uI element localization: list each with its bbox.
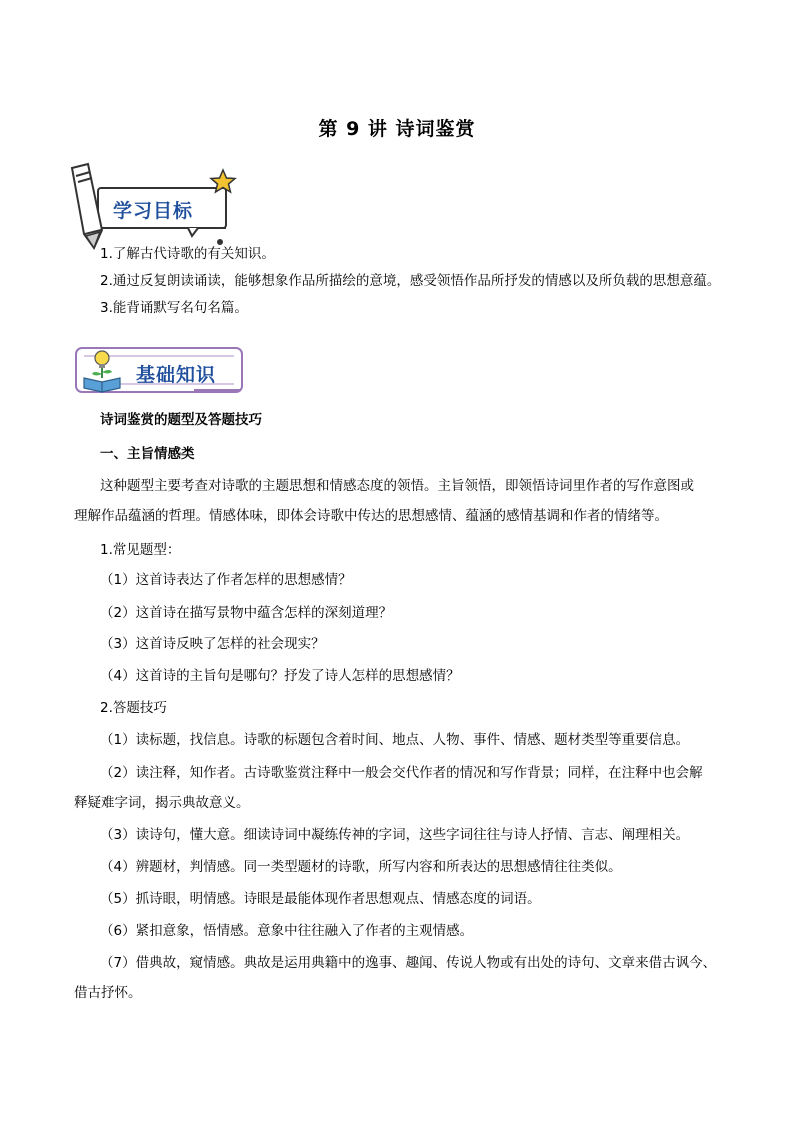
tip-7: （7）借典故，窥情感。典故是运用典籍中的逸事、趣闻、传说人物或有出处的诗句、文章来借古讽今、 bbox=[100, 955, 717, 971]
tip-6: （6）紧扣意象，悟情感。意象中往往融入了作者的主观情感。 bbox=[100, 923, 474, 939]
objective-3: 3.能背诵默写名句名篇。 bbox=[100, 300, 248, 316]
banner-label: 基础知识 bbox=[136, 364, 217, 386]
question-1: （1）这首诗表达了作者怎样的思想感情？ bbox=[100, 572, 352, 588]
sub-heading: 一、主旨情感类 bbox=[100, 446, 195, 462]
objective-1: 1.了解古代诗歌的有关知识。 bbox=[100, 246, 275, 262]
tip-3: （3）读诗句，懂大意。细读诗词中凝练传神的字词，这些字词往往与诗人抒情、言志、阐理相关。 bbox=[100, 827, 690, 843]
tips-heading: 2.答题技巧 bbox=[100, 700, 167, 716]
intro-line-1: 这种题型主要考查对诗歌的主题思想和情感态度的领悟。主旨领悟，即领悟诗词里作者的写作意图或 bbox=[100, 478, 694, 494]
tip-4: （4）辨题材，判情感。同一类型题材的诗歌，所写内容和所表达的思想感情往往类似。 bbox=[100, 859, 622, 875]
page-title: 第 9 讲 诗词鉴赏 bbox=[318, 118, 476, 140]
tip-1: （1）读标题，找信息。诗歌的标题包含着时间、地点、人物、事件、情感、题材类型等重要信息。 bbox=[100, 732, 690, 748]
tip-2: （2）读注释，知作者。古诗歌鉴赏注释中一般会交代作者的情况和写作背景；同样，在注释中也会解 bbox=[100, 765, 703, 781]
section-heading: 诗词鉴赏的题型及答题技巧 bbox=[100, 412, 262, 428]
question-types-heading: 1.常见题型： bbox=[100, 542, 181, 558]
question-4: （4）这首诗的主旨句是哪句？抒发了诗人怎样的思想感情？ bbox=[100, 668, 460, 684]
question-3: （3）这首诗反映了怎样的社会现实？ bbox=[100, 636, 325, 652]
learning-objectives-banner bbox=[68, 160, 238, 252]
tip-2-cont: 释疑难字词，揭示典故意义。 bbox=[74, 795, 250, 811]
tip-5: （5）抓诗眼，明情感。诗眼是最能体现作者思想观点、情感态度的词语。 bbox=[100, 891, 541, 907]
pencil-icon bbox=[72, 164, 102, 248]
banner-label: 学习目标 bbox=[113, 200, 194, 222]
objective-2: 2.通过反复朗读诵读，能够想象作品所描绘的意境，感受领悟作品所抒发的情感以及所负载的思想意蕴。 bbox=[100, 273, 721, 289]
intro-line-2: 理解作品蕴涵的哲理。情感体味，即体会诗歌中传达的思想感情、蕴涵的感情基调和作者的情绪等。 bbox=[74, 508, 668, 524]
question-2: （2）这首诗在描写景物中蕴含怎样的深刻道理？ bbox=[100, 605, 393, 621]
basic-knowledge-banner bbox=[74, 344, 244, 398]
tip-7-cont: 借古抒怀。 bbox=[74, 985, 142, 1001]
